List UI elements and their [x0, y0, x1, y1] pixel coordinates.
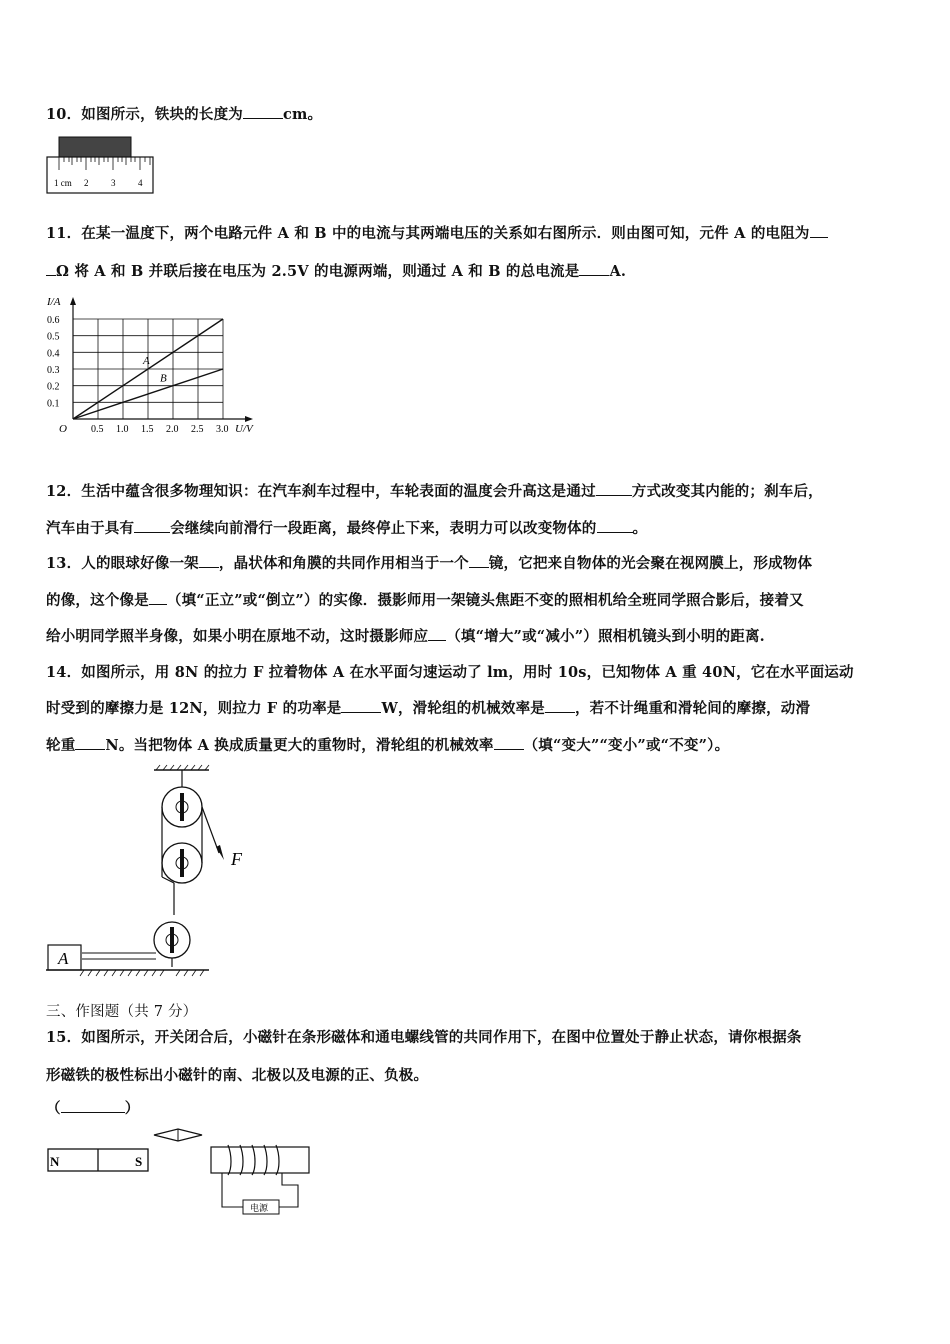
q11-line2 — [46, 260, 626, 281]
q14-line2 — [46, 697, 810, 718]
q12-line2-text-b: 会继续向前滑行一段距离，最终停止下来，表明力可以改变物体的 — [170, 520, 597, 537]
x-tick-label-0: 0.5 — [91, 424, 104, 435]
q14-line3-text-c: （填“变大”“变小”或“不变”）。 — [523, 737, 730, 754]
q11-line2-text-b: A. — [609, 263, 627, 280]
y-tick-label-5: 0.6 — [47, 315, 60, 326]
q13-line2 — [46, 589, 804, 610]
series-label-a: A — [143, 355, 150, 367]
q14-blank-3[interactable] — [75, 735, 105, 750]
q12-line1-text-b: 方式改变其内能的；刹车后， — [631, 483, 823, 500]
q15-line2 — [46, 1064, 428, 1085]
ruler-label-1: 1 cm — [54, 178, 72, 188]
section-3-title-text: 三、作图题（共 7 分） — [46, 1004, 198, 1020]
x-tick-label-5: 3.0 — [216, 424, 229, 435]
q11-line1-text: 11．在某一温度下，两个电路元件 A 和 B 中的电流与其两端电压的关系如右图所示．则由图可知，元件 A 的电阻为 — [46, 225, 810, 242]
q11-blank-1a[interactable] — [810, 223, 828, 238]
q14-line2-text-c: ，若不计绳重和滑轮间的摩擦，动滑 — [574, 700, 811, 717]
q13-line2-text-a: 的像，这个像是 — [46, 592, 149, 609]
q11-line2-text-a: Ω 将 A 和 B 并联后接在电压为 2.5V 的电源两端，则通过 A 和 B 的总电流是 — [56, 263, 580, 280]
q13-blank-2[interactable] — [469, 553, 489, 568]
q14-line3-text-a: 轮重 — [46, 737, 76, 754]
q13-line1-text-b: ，晶状体和角膜的共同作用相当于一个 — [218, 555, 469, 572]
block-a-label: A — [58, 949, 69, 968]
q12-line1 — [46, 480, 823, 501]
x-tick-label-2: 1.5 — [141, 424, 154, 435]
q10-answer-blank[interactable] — [243, 104, 283, 119]
q10-text — [46, 103, 322, 124]
q15-answer — [46, 1097, 139, 1118]
x-tick-label-3: 2.0 — [166, 424, 179, 435]
q12-blank-2[interactable] — [134, 518, 170, 533]
y-tick-label-3: 0.4 — [47, 348, 60, 360]
q13-blank-1[interactable] — [199, 553, 219, 568]
q13-blank-3[interactable] — [149, 590, 167, 605]
iv-chart — [40, 292, 270, 457]
ruler-label-2: 2 — [84, 178, 89, 188]
q14-blank-1[interactable] — [341, 698, 381, 713]
q14-blank-4[interactable] — [494, 735, 524, 750]
q14-blank-2[interactable] — [545, 698, 575, 713]
origin-label: O — [59, 423, 67, 435]
q13-line1 — [46, 552, 812, 573]
y-tick-label-2: 0.3 — [47, 365, 60, 376]
q15-line2-text: 形磁铁的极性标出小磁针的南、北极以及电源的正、负极。 — [46, 1067, 429, 1084]
ruler-figure — [46, 135, 156, 197]
q14-line3-text-b: N。当把物体 A 换成质量更大的重物时，滑轮组的机械效率 — [105, 737, 494, 754]
q15-answer-open: （ — [46, 1100, 61, 1117]
series-label-b: B — [160, 372, 167, 385]
x-tick-label-4: 2.5 — [191, 424, 204, 435]
q15-answer-close: ） — [124, 1100, 140, 1117]
q12-line2-text-c: 。 — [632, 520, 648, 537]
iron-block — [59, 137, 131, 159]
y-axis-arrow — [70, 297, 76, 305]
q13-line3 — [46, 625, 765, 646]
pull-rope — [202, 807, 219, 853]
q13-line3-text-a: 给小明同学照半身像，如果小明在原地不动，这时摄影师应 — [46, 628, 429, 645]
magnet-n-label: N — [50, 1154, 60, 1169]
q15-line1 — [46, 1026, 802, 1047]
x-axis-arrow — [245, 416, 253, 422]
section-3-title — [46, 1000, 197, 1021]
y-tick-label-4: 0.5 — [47, 331, 60, 343]
y-axis-label: I/A — [47, 296, 61, 308]
q13-line1-text-a: 13．人的眼球好像一架 — [46, 555, 199, 572]
q13-blank-4[interactable] — [428, 626, 446, 641]
q13-line2-text-b: （填“正立”或“倒立”）的实像．摄影师用一架镜头焦距不变的照相机给全班同学照合影后，接着又 — [166, 592, 804, 609]
magnet-s-label: S — [135, 1154, 143, 1169]
q10-text-b: cm。 — [282, 106, 323, 123]
q14-line3 — [46, 734, 729, 755]
magnet-figure — [46, 1125, 316, 1220]
q12-line1-text: 12．生活中蕴含很多物理知识：在汽车刹车过程中，车轮表面的温度会升高这是通过 — [46, 483, 596, 500]
q14-line2-text-a: 时受到的摩擦力是 12N，则拉力 F 的功率是 — [46, 700, 342, 717]
y-tick-label-0: 0.1 — [47, 398, 60, 410]
q12-line2 — [46, 517, 647, 538]
q12-line2-text-a: 汽车由于具有 — [46, 520, 135, 537]
q14-line1 — [46, 661, 854, 682]
q15-answer-blank[interactable] — [61, 1098, 125, 1113]
ruler-label-4: 4 — [138, 178, 143, 188]
q14-line2-text-b: W，滑轮组的机械效率是 — [381, 700, 545, 717]
force-arrow — [216, 845, 224, 860]
q12-blank-1[interactable] — [596, 481, 632, 496]
x-axis-label: U/V — [235, 423, 253, 435]
q11-blank-1b[interactable] — [46, 261, 56, 276]
force-label: F — [231, 849, 242, 869]
power-source-label: 电源 — [250, 1203, 269, 1213]
y-tick-label-1: 0.2 — [47, 381, 60, 393]
q13-line3-text-b: （填“增大”或“减小”）照相机镜头到小明的距离. — [446, 628, 765, 645]
pulley-figure — [44, 765, 264, 980]
q10-text-a: 10．如图所示，铁块的长度为 — [46, 106, 243, 123]
q15-line1-text: 15．如图所示，开关闭合后，小磁针在条形磁体和通电螺线管的共同作用下，在图中位置处于静止状态，请你根据条 — [46, 1029, 802, 1046]
q11-blank-2[interactable] — [579, 261, 609, 276]
q11-line1 — [46, 222, 828, 243]
ruler-label-3: 3 — [111, 178, 116, 188]
q12-blank-3[interactable] — [597, 518, 633, 533]
q13-line1-text-c: 镜，它把来自物体的光会聚在视网膜上，形成物体 — [488, 555, 813, 572]
solenoid — [211, 1147, 309, 1173]
x-tick-label-1: 1.0 — [116, 424, 129, 435]
q14-line1-text: 14．如图所示，用 8N 的拉力 F 拉着物体 A 在水平面匀速运动了 lm，用时 10s，已知物体 A 重 40N，它在水平面运动 — [46, 664, 854, 681]
